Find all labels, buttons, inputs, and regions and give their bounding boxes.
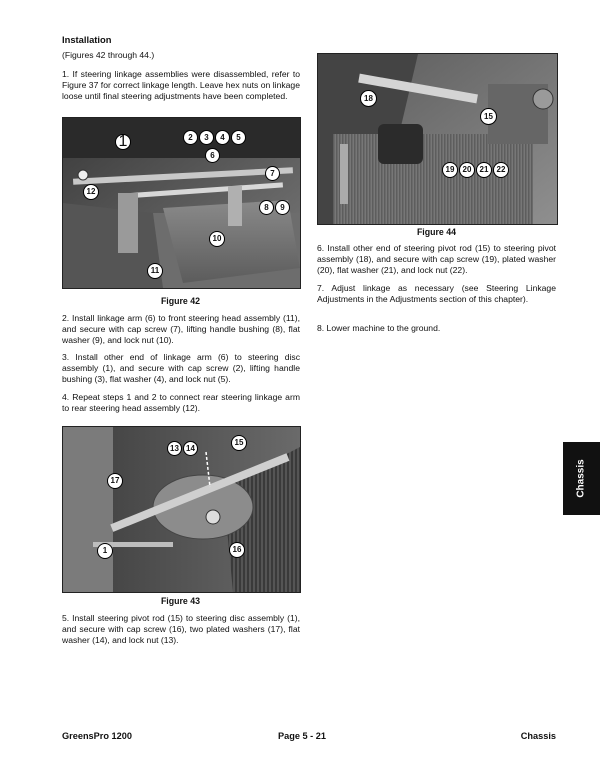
step-3: 3. Install other end of linkage arm (6) to steering disc assembly (1), and secure with cap screw (2), lifting handle bushing (3), flat washer (4), and lock nut (5).: [62, 352, 300, 385]
callout-2: 2: [183, 130, 198, 145]
footer-page-number: Page 5 - 21: [277, 731, 326, 741]
callout-10: 10: [209, 231, 225, 247]
step-5: 5. Install steering pivot rod (15) to steering disc assembly (1), and secure with cap screw (16), two plated washers (17), flat washer (14), and lock nut (13).: [62, 613, 300, 646]
callout-21: 21: [476, 162, 492, 178]
callout-8: 8: [259, 200, 274, 215]
step-1: 1. If steering linkage assemblies were disassembled, refer to Figure 37 for correct linkage length. Leave hex nuts on linkage loose until final steering adjustments have been completed.: [62, 69, 300, 102]
callout-18: 18: [360, 90, 377, 107]
figure-43-caption: Figure 43: [160, 596, 201, 606]
callout-12: 12: [83, 184, 99, 200]
callout-19: 19: [442, 162, 458, 178]
callout-22: 22: [493, 162, 509, 178]
figure-44-caption: Figure 44: [416, 227, 457, 237]
step-7: 7. Adjust linkage as necessary (see Steering Linkage Adjustments in the Adjustments section of this chapter).: [317, 283, 556, 305]
chapter-tab: [563, 442, 600, 515]
chapter-tab-label: Chassis: [576, 459, 588, 498]
callout-16: 16: [229, 542, 245, 558]
callout-1b: 1: [97, 543, 113, 559]
callout-20: 20: [459, 162, 475, 178]
callout-17: 17: [107, 473, 123, 489]
step-8: 8. Lower machine to the ground.: [317, 323, 441, 333]
step-4: 4. Repeat steps 1 and 2 to connect rear steering linkage arm to rear steering head assembly (12).: [62, 392, 300, 414]
callout-6: 6: [205, 148, 220, 163]
callout-4: 4: [215, 130, 230, 145]
callout-1: 1: [115, 134, 131, 150]
callout-15: 15: [231, 435, 247, 451]
figure-42-caption: Figure 42: [160, 296, 201, 306]
callout-3: 3: [199, 130, 214, 145]
callout-9: 9: [275, 200, 290, 215]
figure-44-photo: [317, 53, 558, 225]
figures-reference: (Figures 42 through 44.): [62, 50, 155, 60]
callout-14: 14: [183, 441, 198, 456]
step-6: 6. Install other end of steering pivot rod (15) to steering pivot assembly (18), and secure with cap screw (19), plated washer (20), flat washer (21), and lock nut (22).: [317, 243, 556, 276]
callout-15b: 15: [480, 108, 497, 125]
callout-5: 5: [231, 130, 246, 145]
step-2: 2. Install linkage arm (6) to front steering head assembly (11), and secure with cap screw (7), lifting handle bushing (8), flat washer (9), and lock nut (10).: [62, 313, 300, 346]
callout-7: 7: [265, 166, 280, 181]
callout-13: 13: [167, 441, 182, 456]
section-heading: Installation: [62, 34, 112, 45]
figure-42-photo: [62, 117, 301, 289]
footer-product: GreensPro 1200: [62, 731, 132, 741]
figure-43-photo: [62, 426, 301, 593]
callout-11: 11: [147, 263, 163, 279]
footer-chapter: Chassis: [520, 731, 556, 741]
